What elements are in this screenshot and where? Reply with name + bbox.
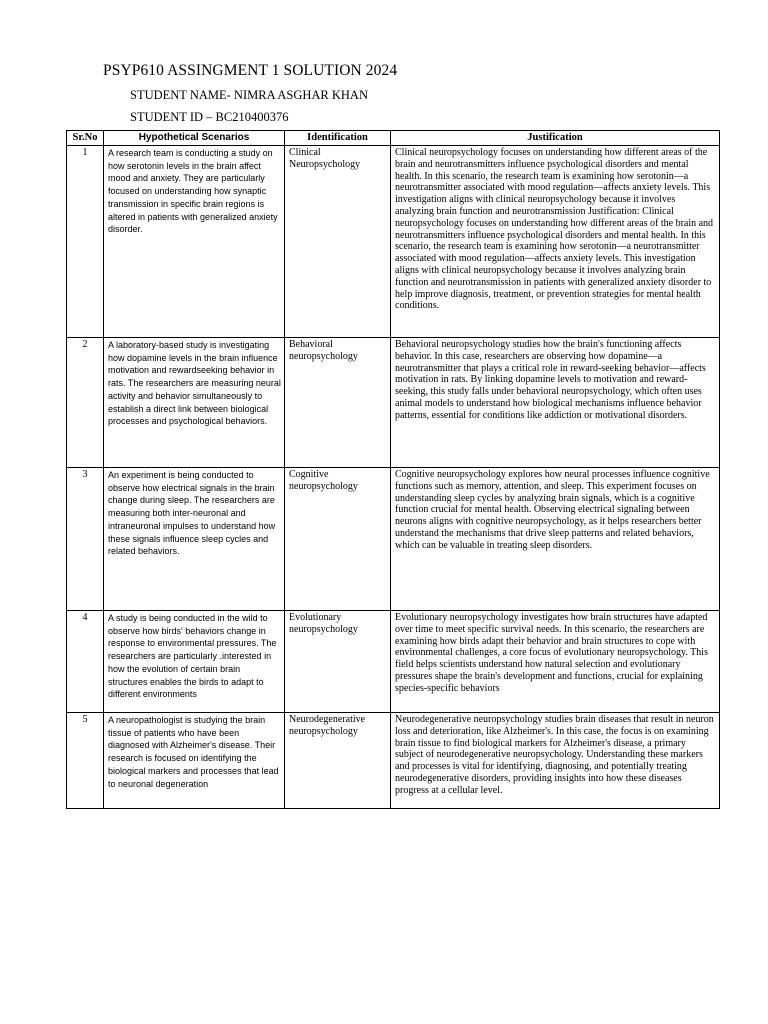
column-header-identification: Identification	[285, 131, 391, 146]
scenario-cell: A research team is conducting a study on how serotonin levels in the brain affect mood and anxiety. They are particularly focused on understanding how synaptic transmission in specific brain regions is altered in patients with generalized anxiety disorder.	[104, 146, 285, 338]
justification-cell: Evolutionary neuropsychology investigates how brain structures have adapted over time to meet specific survival needs. In this scenario, the researchers are examining how birds adapt their behavior and brain structures to cope with environmental challenges, a core focus of evolutionary neuropsychology. This field helps scientists understand how natural selection and evolutionary pressures shape the brain's development and functions, crucial for explaining species-specific behaviors	[391, 611, 720, 713]
sr-no-cell: 3	[67, 468, 104, 611]
justification-cell: Clinical neuropsychology focuses on understanding how different areas of the brain and neurotransmitters influence psychological disorders and mental health. In this scenario, the research team is examining how serotonin—a neurotransmitter associated with mood regulation—affects anxiety levels. This investigation aligns with clinical neuropsychology because it involves analyzing brain function and neurotransmission Justification: Clinical neuropsychology focuses on understanding how different areas of the brain and neurotransmitters influence psychological disorders and mental health. In this scenario, the research team is examining how serotonin—a neurotransmitter associated with mood regulation—affects anxiety levels. This investigation aligns with clinical neuropsychology because it involves analyzing brain function and neurotransmission in patients with generalized anxiety disorder to help improve diagnosis, treatment, or prevention strategies for mental health conditions.	[391, 146, 720, 338]
scenario-cell: A study is being conducted in the wild to observe how birds' behaviors change in response to environmental pressures. The researchers are particularly .interested in how the evolution of certain brain structures enables the birds to adapt to different environments	[104, 611, 285, 713]
sr-no-cell: 2	[67, 338, 104, 468]
table-row	[67, 338, 720, 468]
justification-cell: Neurodegenerative neuropsychology studies brain diseases that result in neuron loss and deterioration, like Alzheimer's. In this case, the focus is on examining brain tissue to find biological markers for Alzheimer's disease, a primary subject of neurodegenerative neuropsychology. Understanding these markers and processes is vital for identifying, diagnosing, and potentially treating neurodegenerative disorders, providing insights into how these diseases progress at a cellular level.	[391, 713, 720, 809]
table-row	[67, 713, 720, 809]
document-title: PSYP610 ASSINGMENT 1 SOLUTION 2024	[103, 62, 398, 79]
student-name: STUDENT NAME- NIMRA ASGHAR KHAN	[130, 88, 368, 102]
identification-cell: Neurodegenerative neuropsychology	[285, 713, 391, 809]
justification-cell: Behavioral neuropsychology studies how the brain's functioning affects behavior. In this case, researchers are observing how dopamine—a neurotransmitter that plays a critical role in reward-seeking behavior—affects motivation in rats. By linking dopamine levels to motivation and reward-seeking, this study falls under behavioral neuropsychology, which often uses animal models to understand how biological mechanisms influence behavior patterns, essential for conditions like addiction or motivational disorders.	[391, 338, 720, 468]
identification-cell: Evolutionary neuropsychology	[285, 611, 391, 713]
identification-cell: Clinical Neuropsychology	[285, 146, 391, 338]
scenario-cell: A neuropathologist is studying the brain tissue of patients who have been diagnosed with Alzheimer's disease. Their research is focused on identifying the biological markers and processes that lead to neuronal degeneration	[104, 713, 285, 809]
column-header-scenarios: Hypothetical Scenarios	[104, 131, 285, 146]
table-header-row	[67, 131, 720, 146]
scenario-cell: An experiment is being conducted to observe how electrical signals in the brain change during sleep. The researchers are measuring both inter-neuronal and intraneuronal impulses to understand how these signals influence sleep cycles and related behaviors.	[104, 468, 285, 611]
student-id: STUDENT ID – BC210400376	[130, 110, 289, 124]
scenarios-table	[66, 130, 720, 809]
scenario-cell: A laboratory-based study is investigating how dopamine levels in the brain influence motivation and rewardseeking behavior in rats. The researchers are measuring neural activity and behavior simultaneously to establish a direct link between biological processes and psychological behaviors.	[104, 338, 285, 468]
identification-cell: Behavioral neuropsychology	[285, 338, 391, 468]
column-header-justification: Justification	[391, 131, 720, 146]
sr-no-cell: 1	[67, 146, 104, 338]
identification-cell: Cognitive neuropsychology	[285, 468, 391, 611]
sr-no-cell: 5	[67, 713, 104, 809]
justification-cell: Cognitive neuropsychology explores how neural processes influence cognitive functions such as memory, attention, and sleep. This experiment focuses on understanding sleep cycles by analyzing brain signals, which is a cognitive function crucial for mental health. Observing electrical signaling between neurons aligns with cognitive neuropsychology, as it helps researchers better understand the mechanisms that drive sleep patterns and related behaviors, which can be valuable in treating sleep disorders.	[391, 468, 720, 611]
table-row	[67, 468, 720, 611]
table-row	[67, 611, 720, 713]
column-header-srno: Sr.No	[67, 131, 104, 146]
table-row	[67, 146, 720, 338]
sr-no-cell: 4	[67, 611, 104, 713]
